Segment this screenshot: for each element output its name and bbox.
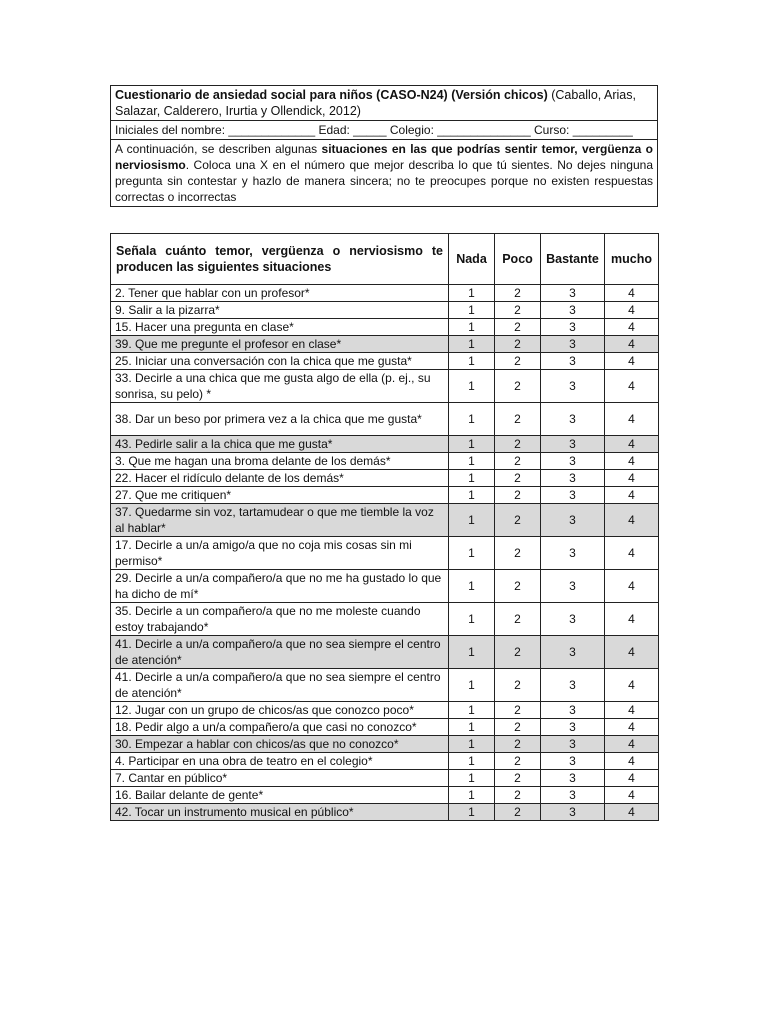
answer-option-poco[interactable]: 2 xyxy=(495,702,541,719)
answer-option-nada[interactable]: 1 xyxy=(449,370,495,403)
table-row xyxy=(111,770,659,787)
item-text: 2. Tener que hablar con un profesor* xyxy=(111,285,449,302)
answer-option-bastante[interactable]: 3 xyxy=(541,336,605,353)
answer-option-mucho[interactable]: 4 xyxy=(605,636,659,669)
answer-option-bastante[interactable]: 3 xyxy=(541,603,605,636)
item-text: 38. Dar un beso por primera vez a la chica que me gusta* xyxy=(111,403,449,436)
table-row xyxy=(111,669,659,702)
table-row xyxy=(111,302,659,319)
answer-option-mucho[interactable]: 4 xyxy=(605,487,659,504)
answer-option-bastante[interactable]: 3 xyxy=(541,787,605,804)
column-header-bastante: Bastante xyxy=(541,234,605,285)
table-row xyxy=(111,736,659,753)
answer-option-nada[interactable]: 1 xyxy=(449,504,495,537)
answer-option-mucho[interactable]: 4 xyxy=(605,353,659,370)
item-text: 9. Salir a la pizarra* xyxy=(111,302,449,319)
answer-option-mucho[interactable]: 4 xyxy=(605,770,659,787)
table-body xyxy=(111,285,659,821)
answer-option-bastante[interactable]: 3 xyxy=(541,403,605,436)
answer-option-bastante[interactable]: 3 xyxy=(541,487,605,504)
answer-option-bastante[interactable]: 3 xyxy=(541,736,605,753)
answer-option-nada[interactable]: 1 xyxy=(449,719,495,736)
answer-option-mucho[interactable]: 4 xyxy=(605,436,659,453)
item-text: 43. Pedirle salir a la chica que me gusta* xyxy=(111,436,449,453)
answer-option-mucho[interactable]: 4 xyxy=(605,370,659,403)
answer-option-nada[interactable]: 1 xyxy=(449,537,495,570)
answer-option-poco[interactable]: 2 xyxy=(495,353,541,370)
answer-option-poco[interactable]: 2 xyxy=(495,370,541,403)
answer-option-mucho[interactable]: 4 xyxy=(605,302,659,319)
answer-option-poco[interactable]: 2 xyxy=(495,603,541,636)
table-row xyxy=(111,436,659,453)
table-row xyxy=(111,487,659,504)
answer-option-mucho[interactable]: 4 xyxy=(605,753,659,770)
column-header-nada: Nada xyxy=(449,234,495,285)
answer-option-nada[interactable]: 1 xyxy=(449,570,495,603)
answer-option-poco[interactable]: 2 xyxy=(495,487,541,504)
item-text: 30. Empezar a hablar con chicos/as que no conozco* xyxy=(111,736,449,753)
answer-option-mucho[interactable]: 4 xyxy=(605,537,659,570)
answer-option-mucho[interactable]: 4 xyxy=(605,669,659,702)
answer-option-nada[interactable]: 1 xyxy=(449,336,495,353)
item-text: 22. Hacer el ridículo delante de los demás* xyxy=(111,470,449,487)
question-header: Señala cuánto temor, vergüenza o nerviosismo te producen las siguientes situaciones xyxy=(111,234,449,285)
answer-option-nada[interactable]: 1 xyxy=(449,770,495,787)
answer-option-poco[interactable]: 2 xyxy=(495,753,541,770)
table-row xyxy=(111,336,659,353)
answer-option-bastante[interactable]: 3 xyxy=(541,570,605,603)
answer-option-poco[interactable]: 2 xyxy=(495,636,541,669)
answer-option-poco[interactable]: 2 xyxy=(495,436,541,453)
answer-option-mucho[interactable]: 4 xyxy=(605,470,659,487)
answer-option-bastante[interactable]: 3 xyxy=(541,370,605,403)
table-row xyxy=(111,636,659,669)
answer-option-nada[interactable]: 1 xyxy=(449,753,495,770)
answer-option-poco[interactable]: 2 xyxy=(495,470,541,487)
answer-option-mucho[interactable]: 4 xyxy=(605,336,659,353)
answer-option-poco[interactable]: 2 xyxy=(495,319,541,336)
answer-option-bastante[interactable]: 3 xyxy=(541,285,605,302)
answer-option-nada[interactable]: 1 xyxy=(449,436,495,453)
item-text: 41. Decirle a un/a compañero/a que no sea siempre el centro de atención* xyxy=(111,636,449,669)
answer-option-nada[interactable]: 1 xyxy=(449,302,495,319)
table-row xyxy=(111,353,659,370)
answer-option-bastante[interactable]: 3 xyxy=(541,436,605,453)
answer-option-bastante[interactable]: 3 xyxy=(541,804,605,821)
answer-option-poco[interactable]: 2 xyxy=(495,804,541,821)
answer-option-mucho[interactable]: 4 xyxy=(605,504,659,537)
answer-option-poco[interactable]: 2 xyxy=(495,770,541,787)
info-box xyxy=(110,85,658,207)
item-text: 16. Bailar delante de gente* xyxy=(111,787,449,804)
answer-option-poco[interactable]: 2 xyxy=(495,537,541,570)
answer-option-mucho[interactable]: 4 xyxy=(605,804,659,821)
answer-option-nada[interactable]: 1 xyxy=(449,736,495,753)
instructions: A continuación, se describen algunas situaciones en las que podrías sentir temor, vergüenza o nerviosismo. Coloca una X en el número que mejor describa lo que tú sientes. No dejes ninguna pregunta sin contestar y hazlo de manera sincera; no te preocupes porque no existen respuestas correctas o incorrectas xyxy=(111,140,658,207)
table-row xyxy=(111,319,659,336)
answer-option-bastante[interactable]: 3 xyxy=(541,537,605,570)
answer-option-bastante[interactable]: 3 xyxy=(541,702,605,719)
column-header-mucho: mucho xyxy=(605,234,659,285)
table-row xyxy=(111,285,659,302)
answer-option-poco[interactable]: 2 xyxy=(495,504,541,537)
answer-option-mucho[interactable]: 4 xyxy=(605,719,659,736)
questionnaire-title: Cuestionario de ansiedad social para niños (CASO-N24) (Versión chicos) (Caballo, Arias, Salazar, Calderero, Irurtia y Ollendick, 2012) xyxy=(111,86,658,121)
table-header-row xyxy=(111,234,659,285)
item-text: 12. Jugar con un grupo de chicos/as que conozco poco* xyxy=(111,702,449,719)
answer-option-nada[interactable]: 1 xyxy=(449,804,495,821)
answer-option-nada[interactable]: 1 xyxy=(449,403,495,436)
table-row xyxy=(111,804,659,821)
item-text: 27. Que me critiquen* xyxy=(111,487,449,504)
student-fields-line: Iniciales del nombre: _____________ Edad: _____ Colegio: ______________ Curso: _________ xyxy=(111,121,658,140)
table-row xyxy=(111,403,659,436)
answer-option-nada[interactable]: 1 xyxy=(449,636,495,669)
table-row xyxy=(111,470,659,487)
item-text: 39. Que me pregunte el profesor en clase* xyxy=(111,336,449,353)
table-row xyxy=(111,719,659,736)
answer-option-poco[interactable]: 2 xyxy=(495,403,541,436)
table-row xyxy=(111,504,659,537)
answer-option-poco[interactable]: 2 xyxy=(495,669,541,702)
answer-option-bastante[interactable]: 3 xyxy=(541,770,605,787)
answer-option-nada[interactable]: 1 xyxy=(449,487,495,504)
answer-option-poco[interactable]: 2 xyxy=(495,719,541,736)
answer-option-poco[interactable]: 2 xyxy=(495,736,541,753)
column-header-poco: Poco xyxy=(495,234,541,285)
answer-option-mucho[interactable]: 4 xyxy=(605,403,659,436)
answer-option-nada[interactable]: 1 xyxy=(449,603,495,636)
item-text: 7. Cantar en público* xyxy=(111,770,449,787)
answer-option-nada[interactable]: 1 xyxy=(449,702,495,719)
answer-option-bastante[interactable]: 3 xyxy=(541,302,605,319)
answer-option-mucho[interactable]: 4 xyxy=(605,570,659,603)
questionnaire-page xyxy=(110,85,658,821)
table-row xyxy=(111,603,659,636)
answer-option-bastante[interactable]: 3 xyxy=(541,353,605,370)
table-row xyxy=(111,570,659,603)
table-row xyxy=(111,537,659,570)
answer-option-nada[interactable]: 1 xyxy=(449,470,495,487)
table-row xyxy=(111,370,659,403)
answer-option-bastante[interactable]: 3 xyxy=(541,504,605,537)
item-text: 42. Tocar un instrumento musical en público* xyxy=(111,804,449,821)
item-text: 29. Decirle a un/a compañero/a que no me ha gustado lo que ha dicho de mí* xyxy=(111,570,449,603)
answer-option-poco[interactable]: 2 xyxy=(495,570,541,603)
answer-option-mucho[interactable]: 4 xyxy=(605,453,659,470)
answer-option-nada[interactable]: 1 xyxy=(449,319,495,336)
item-text: 4. Participar en una obra de teatro en el colegio* xyxy=(111,753,449,770)
answer-option-bastante[interactable]: 3 xyxy=(541,453,605,470)
item-text: 15. Hacer una pregunta en clase* xyxy=(111,319,449,336)
answer-option-mucho[interactable]: 4 xyxy=(605,603,659,636)
item-text: 41. Decirle a un/a compañero/a que no sea siempre el centro de atención* xyxy=(111,669,449,702)
item-text: 3. Que me hagan una broma delante de los demás* xyxy=(111,453,449,470)
answer-option-bastante[interactable]: 3 xyxy=(541,719,605,736)
item-text: 35. Decirle a un compañero/a que no me moleste cuando estoy trabajando* xyxy=(111,603,449,636)
answer-option-mucho[interactable]: 4 xyxy=(605,319,659,336)
answer-option-mucho[interactable]: 4 xyxy=(605,702,659,719)
answer-option-nada[interactable]: 1 xyxy=(449,285,495,302)
answer-option-bastante[interactable]: 3 xyxy=(541,753,605,770)
answer-option-bastante[interactable]: 3 xyxy=(541,669,605,702)
item-text: 33. Decirle a una chica que me gusta algo de ella (p. ej., su sonrisa, su pelo) * xyxy=(111,370,449,403)
answer-option-mucho[interactable]: 4 xyxy=(605,736,659,753)
answer-option-nada[interactable]: 1 xyxy=(449,669,495,702)
item-text: 17. Decirle a un/a amigo/a que no coja mis cosas sin mi permiso* xyxy=(111,537,449,570)
answer-option-poco[interactable]: 2 xyxy=(495,787,541,804)
table-row xyxy=(111,787,659,804)
item-text: 37. Quedarme sin voz, tartamudear o que me tiemble la voz al hablar* xyxy=(111,504,449,537)
answer-option-poco[interactable]: 2 xyxy=(495,453,541,470)
items-table xyxy=(110,233,659,821)
table-row xyxy=(111,753,659,770)
answer-option-bastante[interactable]: 3 xyxy=(541,636,605,669)
item-text: 25. Iniciar una conversación con la chica que me gusta* xyxy=(111,353,449,370)
answer-option-mucho[interactable]: 4 xyxy=(605,285,659,302)
table-row xyxy=(111,702,659,719)
item-text: 18. Pedir algo a un/a compañero/a que casi no conozco* xyxy=(111,719,449,736)
answer-option-poco[interactable]: 2 xyxy=(495,336,541,353)
answer-option-nada[interactable]: 1 xyxy=(449,353,495,370)
answer-option-mucho[interactable]: 4 xyxy=(605,787,659,804)
answer-option-bastante[interactable]: 3 xyxy=(541,470,605,487)
answer-option-nada[interactable]: 1 xyxy=(449,453,495,470)
answer-option-poco[interactable]: 2 xyxy=(495,285,541,302)
answer-option-poco[interactable]: 2 xyxy=(495,302,541,319)
answer-option-bastante[interactable]: 3 xyxy=(541,319,605,336)
answer-option-nada[interactable]: 1 xyxy=(449,787,495,804)
table-row xyxy=(111,453,659,470)
